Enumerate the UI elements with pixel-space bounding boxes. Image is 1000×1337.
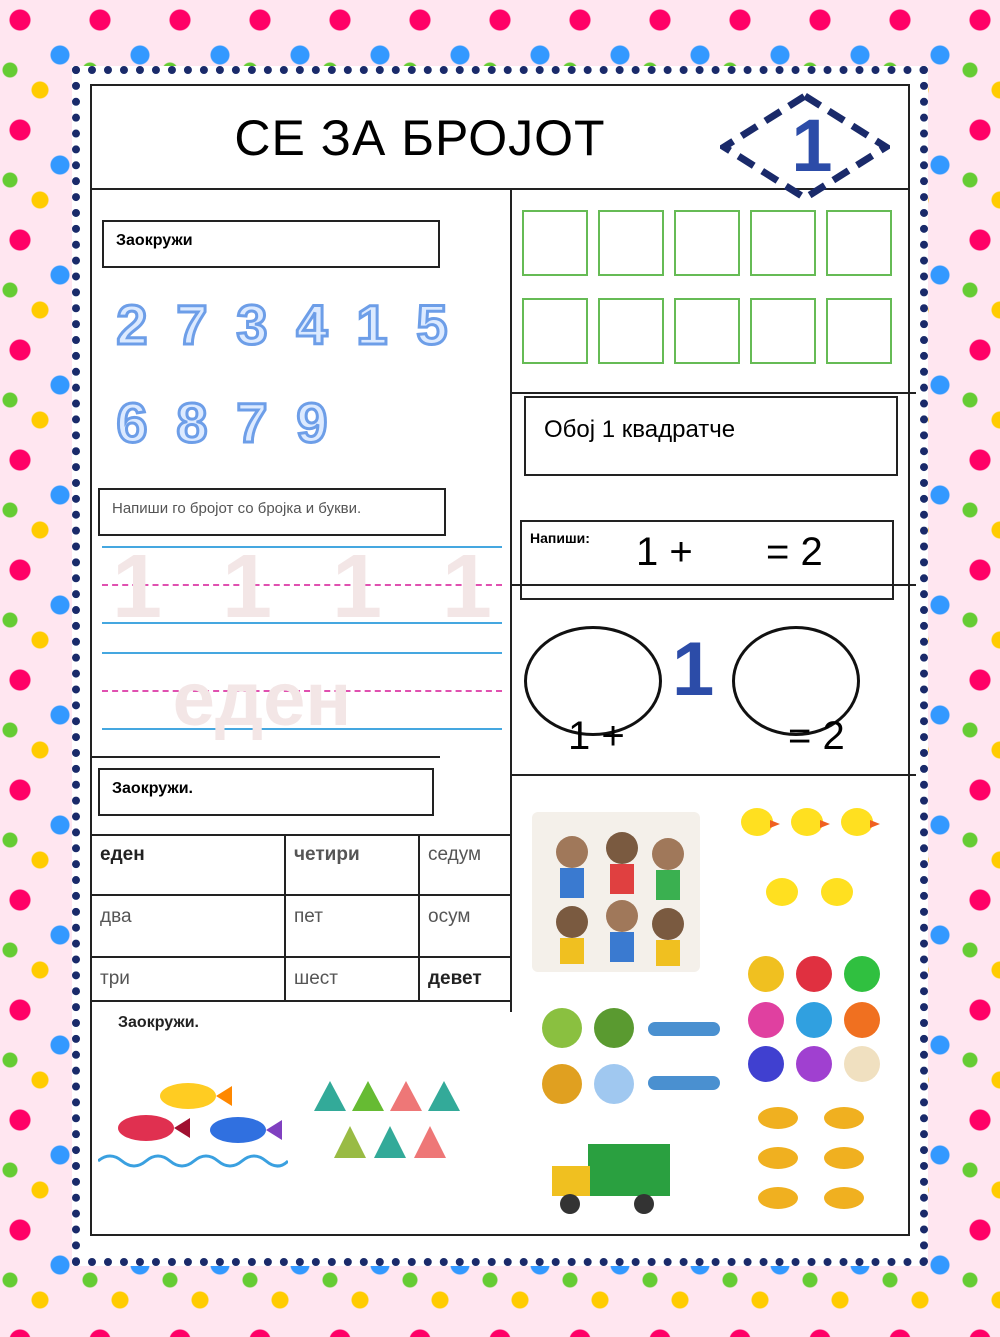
table-cell[interactable]: пет [294,906,323,927]
worksheet-page [72,66,928,1266]
dogs-picture[interactable] [532,812,700,972]
column-divider [510,190,512,1012]
equation-right: = 2 [766,530,823,574]
circle-instruction-2: Заокружи. [98,768,434,816]
trace-word[interactable]: еден [172,657,352,742]
section-divider [92,756,440,758]
digit[interactable]: 6 [116,391,148,454]
color-square[interactable] [826,210,892,276]
table-divider [92,894,510,896]
badge-number: 1 [791,104,833,187]
digit[interactable]: 5 [416,293,448,356]
color-square[interactable] [522,298,588,364]
color-square[interactable] [674,298,740,364]
color-square[interactable] [674,210,740,276]
digit[interactable]: 1 [356,293,388,356]
digit[interactable]: 3 [236,293,268,356]
table-cell[interactable]: четири [294,844,360,865]
write-label: Напиши: [530,530,590,546]
digit[interactable]: 8 [176,391,208,454]
section-divider [510,774,916,776]
ducks-picture[interactable] [732,792,882,932]
table-cell[interactable]: три [100,968,130,989]
table-cell[interactable]: шест [294,968,339,989]
flowers-picture[interactable] [742,952,888,1088]
table-divider [284,836,286,1002]
digit[interactable]: 7 [176,293,208,356]
color-square[interactable] [750,298,816,364]
color-square[interactable] [826,298,892,364]
digits-row-1 [102,292,502,372]
table-divider [418,836,420,1002]
table-divider [92,956,510,958]
squares-grid [522,210,902,370]
table-cell[interactable]: два [100,906,132,927]
section-divider [510,392,916,394]
color-square[interactable] [750,210,816,276]
writing-line [102,652,502,654]
circle-instruction-3: Заокружи. [118,1014,199,1031]
oval-right-text: = 2 [788,714,845,758]
truck-picture[interactable] [548,1140,672,1220]
color-square[interactable] [598,210,664,276]
color-one-square-instruction: Обој 1 квадратче [524,396,898,476]
bees-picture[interactable] [748,1100,878,1216]
digits-row-2 [102,390,402,470]
trace-digit[interactable]: 1 [221,537,273,637]
christmas-trees-picture[interactable] [310,1076,470,1176]
digit[interactable]: 9 [296,391,328,454]
digit[interactable]: 4 [296,293,328,356]
trees-and-planes-picture[interactable] [538,1004,728,1124]
circle-instruction-1: Заокружи [102,220,440,268]
section-divider [510,584,916,586]
fish-picture[interactable] [98,1066,288,1176]
equation-left: 1 + [636,530,693,574]
trace-digits [112,536,492,636]
trace-digit[interactable]: 1 [331,537,382,637]
oval-left-text: 1 + [568,714,625,758]
worksheet-content [90,84,910,1236]
equation-blank[interactable] [704,534,754,578]
trace-digit[interactable]: 1 [112,537,163,637]
color-square[interactable] [522,210,588,276]
page-title: СЕ ЗА БРОЈОТ [92,86,908,190]
table-cell[interactable]: девет [428,968,482,989]
digit[interactable]: 2 [116,293,148,356]
table-cell[interactable]: еден [100,844,145,865]
big-number-one: 1 [672,627,715,712]
color-square[interactable] [598,298,664,364]
digit[interactable]: 7 [236,391,268,454]
number-words-table [92,834,510,1002]
trace-digit[interactable]: 1 [441,537,492,637]
table-cell[interactable]: седум [428,844,482,865]
table-cell[interactable]: осум [428,906,471,927]
write-number-instruction: Напиши го бројот со бројка и букви. [98,488,446,536]
